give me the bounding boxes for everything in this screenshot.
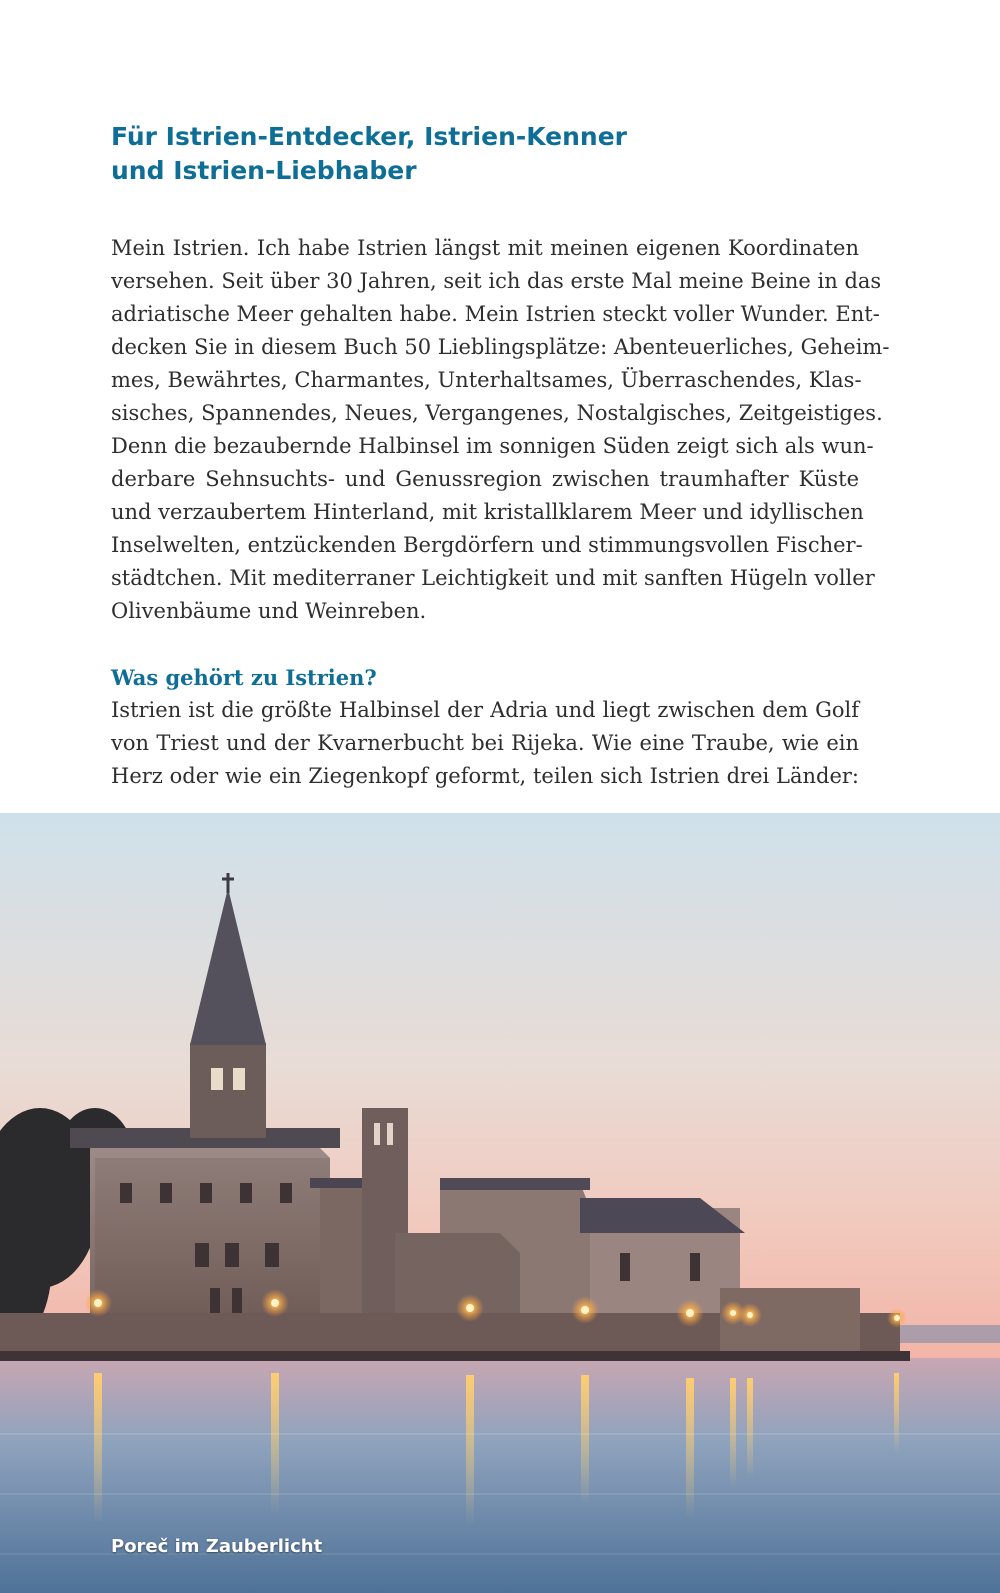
intro-line: Denn die bezaubernde Halbinsel im sonnigen Süden zeigt sich als wun- <box>111 434 874 458</box>
sea <box>0 1358 1000 1593</box>
section-line: von Triest und der Kvarnerbucht bei Rijeka. Wie eine Traube, wie ein <box>111 731 859 755</box>
porec-photo <box>0 813 1000 1593</box>
photo-caption: Poreč im Zauberlicht <box>111 1536 323 1557</box>
intro-line: decken Sie in diesem Buch 50 Lieblingsplätze: Abenteuerliches, Geheim- <box>111 335 890 359</box>
intro-line: derbare Sehnsuchts- und Genussregion zwischen traumhafter Küste <box>111 467 859 491</box>
intro-line: Olivenbäume und Weinreben. <box>111 599 427 623</box>
page-title-line-2: und Istrien-Liebhaber <box>111 156 417 185</box>
intro-paragraph <box>111 232 890 628</box>
section-line: Herz oder wie ein Ziegenkopf geformt, teilen sich Istrien drei Länder: <box>111 764 859 788</box>
porec-illustration <box>0 813 1000 1593</box>
text-area <box>111 120 890 793</box>
intro-line: adriatische Meer gehalten habe. Mein Istrien steckt voller Wunder. Ent- <box>111 302 880 326</box>
intro-line: Inselwelten, entzückenden Bergdörfern und stimmungsvollen Fischer- <box>111 533 863 557</box>
page-title-line-1: Für Istrien-Entdecker, Istrien-Kenner <box>111 122 628 151</box>
intro-line: Mein Istrien. Ich habe Istrien längst mit meinen eigenen Koordinaten <box>111 236 859 260</box>
intro-line: städtchen. Mit mediterraner Leichtigkeit und mit sanften Hügeln voller <box>111 566 875 590</box>
intro-line: versehen. Seit über 30 Jahren, seit ich das erste Mal meine Beine in das <box>111 269 882 293</box>
page-title <box>111 120 859 188</box>
intro-line: mes, Bewährtes, Charmantes, Unterhaltsames, Überraschendes, Klas- <box>111 368 862 392</box>
intro-line: und verzaubertem Hinterland, mit kristallklarem Meer und idyllischen <box>111 500 864 524</box>
section-paragraph <box>111 694 859 793</box>
section-line: Istrien ist die größte Halbinsel der Adria und liegt zwischen dem Golf <box>111 698 859 722</box>
section-heading: Was gehört zu Istrien? <box>111 665 377 690</box>
intro-line: sisches, Spannendes, Neues, Vergangenes, Nostalgisches, Zeitgeistiges. <box>111 401 883 425</box>
